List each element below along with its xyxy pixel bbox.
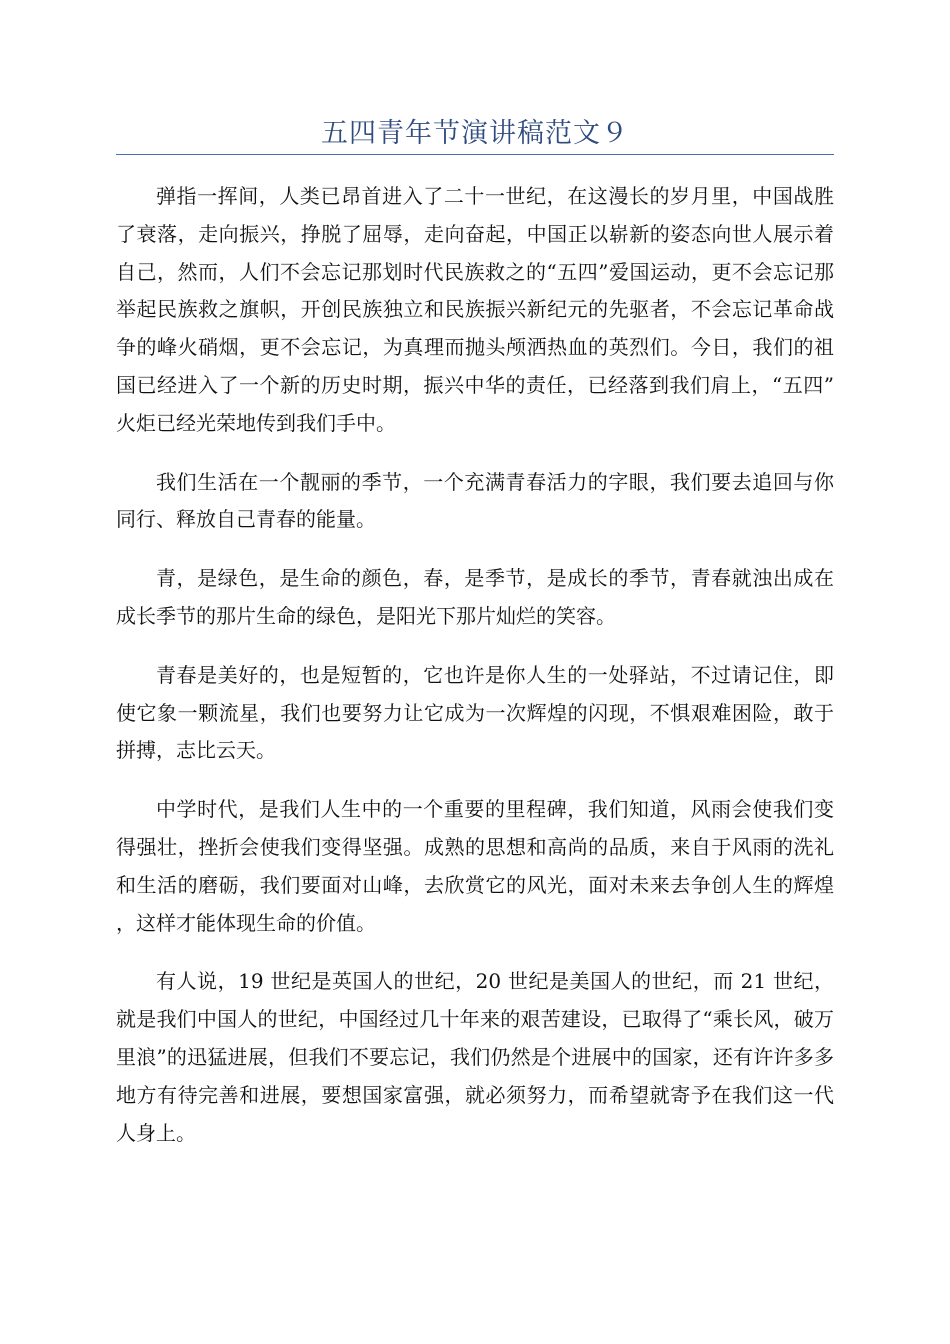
paragraph: 中学时代，是我们人生中的一个重要的里程碑，我们知道，风雨会使我们变得强壮，挫折会使我们变得坚强。成熟的思想和高尚的品质，来自于风雨的洗礼和生活的磨砺，我们要面对山峰，去欣赏它的风光，面对未来去争创人生的辉煌，这样才能体现生命的价值。 (116, 797, 834, 935)
title-underline (116, 154, 834, 155)
document-body (116, 178, 834, 1173)
paragraph: 有人说，19 世纪是英国人的世纪，20 世纪是美国人的世纪，而 21 世纪，就是我们中国人的世纪，中国经过几十年来的艰苦建设，已取得了“乘长风，破万里浪”的迅猛进展，但我们不要忘记，我们仍然是个进展中的国家，还有许许多多地方有待完善和进展，要想国家富强，就必须努力，而希望就寄予在我们这一代人身上。 (116, 969, 834, 1145)
paragraph: 弹指一挥间，人类已昂首进入了二十一世纪，在这漫长的岁月里，中国战胜了衰落，走向振兴，挣脱了屈辱，走向奋起，中国正以崭新的姿态向世人展示着自己，然而，人们不会忘记那划时代民族救之的“五四”爱国运动，更不会忘记那举起民族救之旗帜，开创民族独立和民族振兴新纪元的先驱者，不会忘记革命战争的峰火硝烟，更不会忘记，为真理而抛头颅洒热血的英烈们。今日，我们的祖国已经进入了一个新的历史时期，振兴中华的责任，已经落到我们肩上，“五四”火炬已经光荣地传到我们手中。 (116, 184, 834, 435)
paragraph: 青，是绿色，是生命的颜色，春，是季节，是成长的季节，青春就浊出成在成长季节的那片生命的绿色，是阳光下那片灿烂的笑容。 (116, 566, 834, 628)
document-title: 五四青年节演讲稿范文９ (321, 118, 629, 149)
paragraph: 我们生活在一个靓丽的季节，一个充满青春活力的字眼，我们要去追回与你同行、释放自己青春的能量。 (116, 469, 834, 532)
paragraph: 青春是美好的，也是短暂的，它也许是你人生的一处驿站，不过请记住，即使它象一颗流星，我们也要努力让它成为一次辉煌的闪现，不惧艰难困险，敢于拼搏，志比云天。 (116, 662, 834, 763)
